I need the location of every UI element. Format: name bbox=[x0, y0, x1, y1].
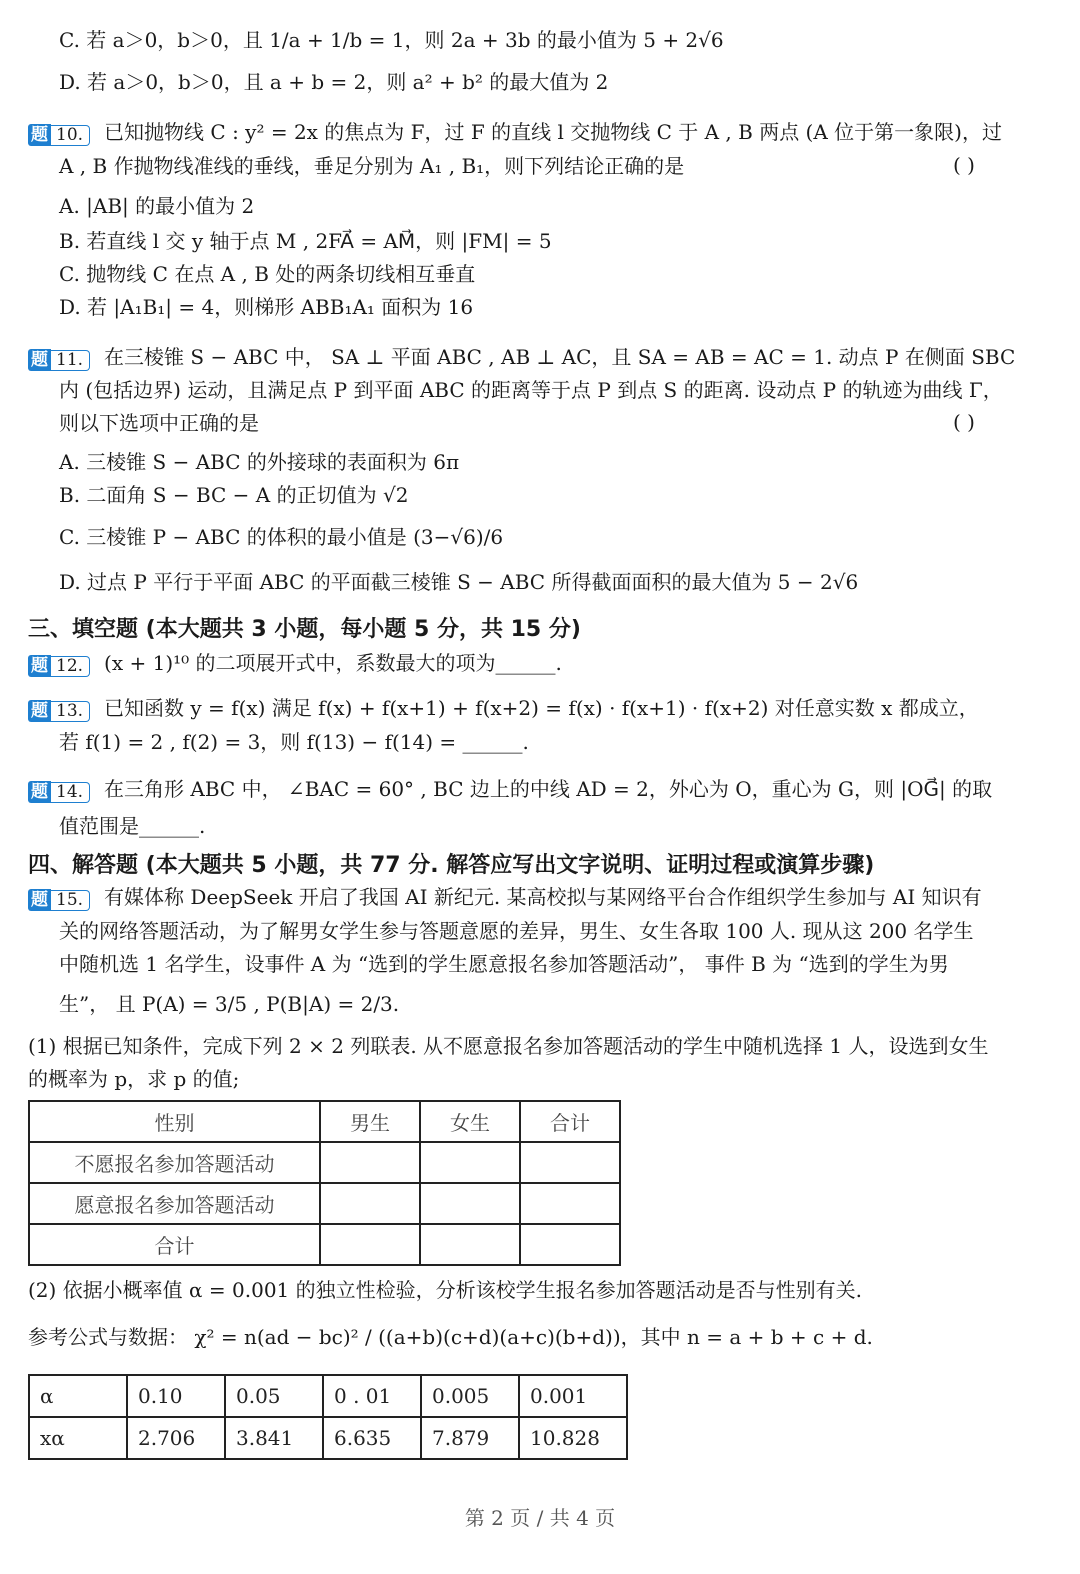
contingency-table bbox=[28, 1100, 621, 1266]
table-cell-blank bbox=[420, 1224, 520, 1265]
alpha-value: 0 . 01 bbox=[323, 1375, 421, 1417]
alpha-value: 0.005 bbox=[421, 1375, 519, 1417]
table-cell-blank bbox=[520, 1183, 620, 1224]
part-2: (2) 依据小概率值 α = 0.001 的独立性检验，分析该校学生报名参加答题活动是否与性别有关. bbox=[28, 1278, 862, 1302]
question-10-line2: A , B 作抛物线准线的垂线，垂足分别为 A₁ , B₁，则下列结论正确的是 bbox=[59, 154, 685, 178]
q10-option-a: A. |AB| 的最小值为 2 bbox=[59, 194, 255, 218]
question-13-tag: 题 13. bbox=[28, 697, 90, 723]
page-footer: 第 2 页 / 共 4 页 bbox=[464, 1506, 616, 1530]
question-10-tag: 题 10. bbox=[28, 121, 90, 147]
reference-table bbox=[28, 1374, 628, 1460]
question-11-line1: 题 11. 在三棱锥 S − ABC 中， SA ⊥ 平面 ABC , AB ⊥ AC，且 SA = AB = AC = 1. 动点 P 在侧面 SBC bbox=[28, 344, 1015, 372]
q11-option-a: A. 三棱锥 S − ABC 的外接球的表面积为 6π bbox=[59, 450, 460, 474]
part-1-line2: 的概率为 p，求 p 的值; bbox=[28, 1067, 240, 1091]
table-row-label: 合计 bbox=[29, 1224, 320, 1265]
section-3-heading: 三、填空题 (本大题共 3 小题，每小题 5 分，共 15 分) bbox=[28, 617, 581, 642]
answer-paren: ( ) bbox=[953, 153, 975, 177]
x-alpha-label: xα bbox=[29, 1417, 127, 1459]
question-15-tag: 题 15. bbox=[28, 886, 90, 912]
table-cell-blank bbox=[520, 1142, 620, 1183]
table-cell-blank bbox=[420, 1183, 520, 1224]
table-cell-blank bbox=[320, 1183, 420, 1224]
question-14-line1: 题 14. 在三角形 ABC 中， ∠BAC = 60° , BC 边上的中线 AD = 2，外心为 O，重心为 G，则 |OG⃗| 的取 bbox=[28, 776, 992, 804]
question-12-tag: 题 12. bbox=[28, 652, 90, 678]
table-cell-blank bbox=[320, 1142, 420, 1183]
option-d-prev: D. 若 a＞0，b＞0，且 a + b = 2，则 a² + b² 的最大值为 2 bbox=[59, 70, 609, 94]
x-alpha-value: 2.706 bbox=[127, 1417, 225, 1459]
question-12: 题 12. (x + 1)¹⁰ 的二项展开式中，系数最大的项为______. bbox=[28, 650, 562, 678]
answer-paren: ( ) bbox=[953, 410, 975, 434]
question-13-line1: 题 13. 已知函数 y = f(x) 满足 f(x) + f(x+1) + f(x+2) = f(x) · f(x+1) · f(x+2) 对任意实数 x 都成立， bbox=[28, 695, 979, 723]
alpha-value: 0.001 bbox=[519, 1375, 627, 1417]
question-13-line2: 若 f(1) = 2 , f(2) = 3，则 f(13) − f(14) = ______. bbox=[59, 730, 529, 754]
table-cell-blank bbox=[520, 1224, 620, 1265]
alpha-label: α bbox=[29, 1375, 127, 1417]
table-header-cell: 男生 bbox=[320, 1101, 420, 1142]
alpha-value: 0.05 bbox=[225, 1375, 323, 1417]
question-11-line2: 内 (包括边界) 运动，且满足点 P 到平面 ABC 的距离等于点 P 到点 S 的距离. 设动点 P 的轨迹为曲线 Γ， bbox=[59, 378, 1003, 402]
option-c-prev: C. 若 a＞0，b＞0，且 1/a + 1/b = 1，则 2a + 3b 的最小值为 5 + 2√6 bbox=[59, 28, 724, 52]
reference-formula: 参考公式与数据： χ² = n(ad − bc)² / ((a+b)(c+d)(a+c)(b+d))，其中 n = a + b + c + d. bbox=[28, 1325, 873, 1349]
table-cell-blank bbox=[420, 1142, 520, 1183]
section-4-heading: 四、解答题 (本大题共 5 小题，共 77 分. 解答应写出文字说明、证明过程或演算步骤) bbox=[28, 853, 875, 878]
question-14-tag: 题 14. bbox=[28, 778, 90, 804]
x-alpha-value: 7.879 bbox=[421, 1417, 519, 1459]
q11-option-d: D. 过点 P 平行于平面 ABC 的平面截三棱锥 S − ABC 所得截面面积的最大值为 5 − 2√6 bbox=[59, 570, 859, 594]
q11-option-b: B. 二面角 S − BC − A 的正切值为 √2 bbox=[59, 483, 409, 507]
question-15-line3: 中随机选 1 名学生，设事件 A 为 “选到的学生愿意报名参加答题活动”， 事件 B 为 “选到的学生为男 bbox=[59, 952, 949, 976]
q11-option-c: C. 三棱锥 P − ABC 的体积的最小值是 (3−√6)/6 bbox=[59, 525, 504, 549]
table-header-cell: 女生 bbox=[420, 1101, 520, 1142]
question-11-line3: 则以下选项中正确的是 bbox=[59, 411, 259, 435]
part-1-line1: (1) 根据已知条件，完成下列 2 × 2 列联表. 从不愿意报名参加答题活动的学生中随机选择 1 人，设选到女生 bbox=[28, 1034, 989, 1058]
question-15-line1: 题 15. 有媒体称 DeepSeek 开启了我国 AI 新纪元. 某高校拟与某网络平台合作组织学生参加与 AI 知识有 bbox=[28, 884, 982, 912]
table-header-cell: 性别 bbox=[29, 1101, 320, 1142]
table-header-cell: 合计 bbox=[520, 1101, 620, 1142]
q10-option-c: C. 抛物线 C 在点 A , B 处的两条切线相互垂直 bbox=[59, 262, 476, 286]
q10-option-d: D. 若 |A₁B₁| = 4，则梯形 ABB₁A₁ 面积为 16 bbox=[59, 295, 474, 319]
table-cell-blank bbox=[320, 1224, 420, 1265]
alpha-value: 0.10 bbox=[127, 1375, 225, 1417]
table-row-label: 不愿报名参加答题活动 bbox=[29, 1142, 320, 1183]
table-row-label: 愿意报名参加答题活动 bbox=[29, 1183, 320, 1224]
question-15-line2: 关的网络答题活动，为了解男女学生参与答题意愿的差异，男生、女生各取 100 人. 现从这 200 名学生 bbox=[59, 919, 974, 943]
question-15-line4: 生”， 且 P(A) = 3/5 , P(B|A) = 2/3. bbox=[59, 992, 400, 1016]
question-11-tag: 题 11. bbox=[28, 346, 90, 372]
x-alpha-value: 3.841 bbox=[225, 1417, 323, 1459]
x-alpha-value: 6.635 bbox=[323, 1417, 421, 1459]
x-alpha-value: 10.828 bbox=[519, 1417, 627, 1459]
question-10-line1: 题 10. 已知抛物线 C : y² = 2x 的焦点为 F，过 F 的直线 l 交抛物线 C 于 A , B 两点 (A 位于第一象限)，过 bbox=[28, 119, 1002, 147]
q10-option-b: B. 若直线 l 交 y 轴于点 M , 2FA⃗ = AM⃗，则 |FM| = 5 bbox=[59, 229, 552, 253]
question-14-line2: 值范围是______. bbox=[59, 814, 206, 838]
